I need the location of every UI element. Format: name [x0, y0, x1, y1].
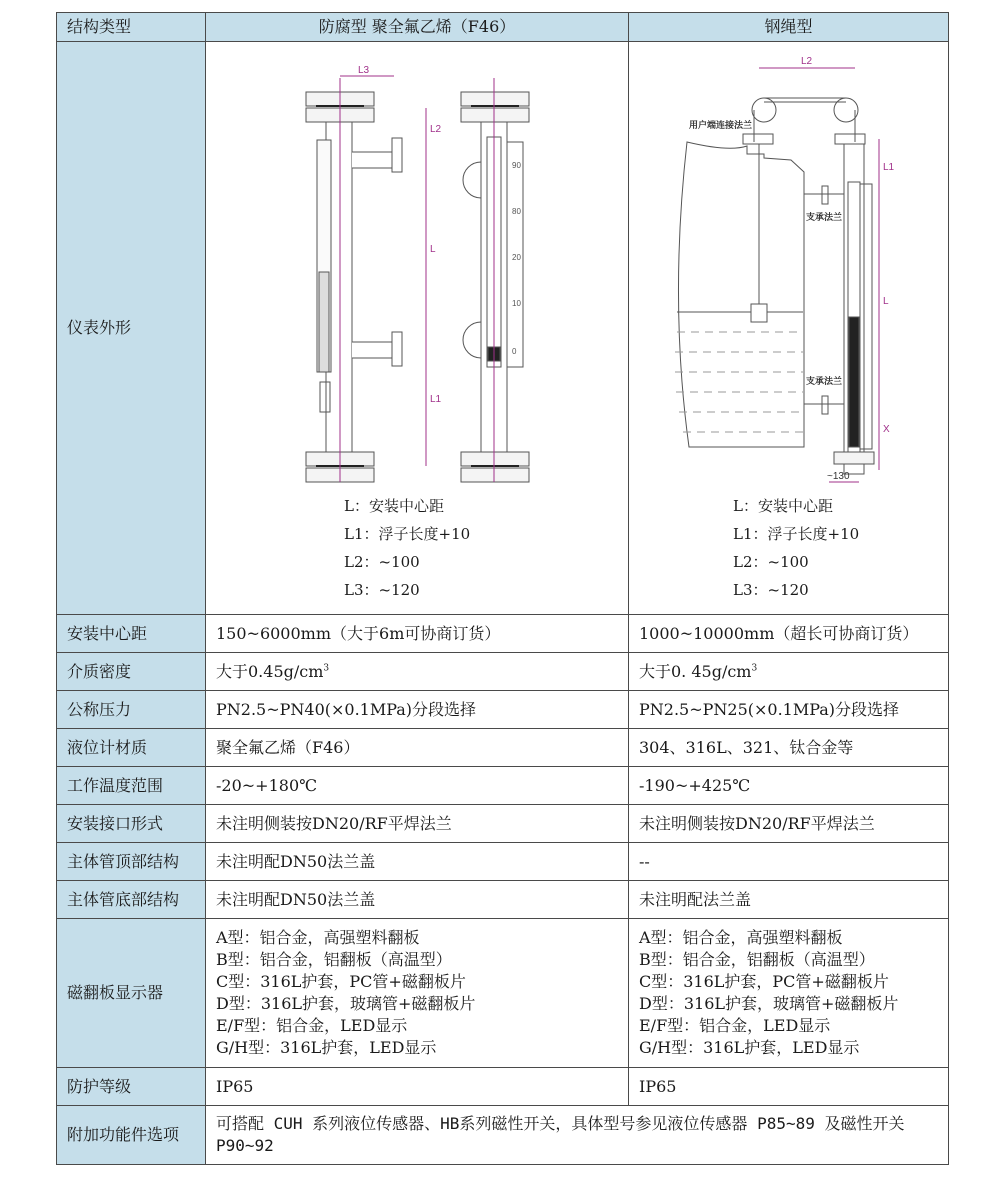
protection-col2: IP65 [629, 1068, 949, 1106]
display-row [57, 919, 949, 1068]
row-label: 主体管顶部结构 [57, 843, 206, 881]
row-col2: -190~+425℃ [629, 767, 949, 805]
support-flange-bottom-label: 支承法兰 [806, 376, 843, 386]
f46-gauge-drawing-icon [206, 42, 629, 492]
row-label: 安装接口形式 [57, 805, 206, 843]
dim-l3: L3 [358, 65, 370, 76]
appearance-label: 仪表外形 [57, 42, 206, 615]
spec-row [57, 615, 949, 653]
steel-rope-gauge-drawing-icon [629, 42, 949, 492]
svg-text:90: 90 [512, 161, 521, 170]
protection-col1: IP65 [206, 1068, 629, 1106]
accessories-row [57, 1106, 949, 1165]
spec-row [57, 843, 949, 881]
dim-l1: L1 [430, 394, 442, 405]
row-col2: PN2.5~PN25(×0.1MPa)分段选择 [629, 691, 949, 729]
support-flange-top-label: 支承法兰 [806, 212, 843, 222]
spec-row [57, 767, 949, 805]
dim-l2: L2 [801, 56, 813, 67]
protection-row [57, 1068, 949, 1106]
svg-text:0: 0 [512, 347, 517, 356]
svg-text:20: 20 [512, 253, 521, 262]
row-col2: 未注明配法兰盖 [629, 881, 949, 919]
dim-l: L [883, 296, 889, 307]
row-col1: -20~+180℃ [206, 767, 629, 805]
display-label: 磁翻板显示器 [57, 919, 206, 1068]
svg-text:10: 10 [512, 299, 521, 308]
dim-l2: L2 [430, 124, 442, 135]
row-col1: 大于$0.45g/cm^3$ [206, 653, 629, 691]
appearance-row [57, 42, 949, 615]
spec-row [57, 729, 949, 767]
header-col1: 防腐型 聚全氟乙烯（F46） [206, 13, 629, 42]
row-col1: PN2.5~PN40(×0.1MPa)分段选择 [206, 691, 629, 729]
dim-x: X [883, 424, 890, 435]
protection-label: 防护等级 [57, 1068, 206, 1106]
row-col1: 150~6000mm（大于6m可协商订货） [206, 615, 629, 653]
row-col1: 未注明侧装按DN20/RF平焊法兰 [206, 805, 629, 843]
appearance-col1 [206, 42, 629, 615]
row-col2: 大于0. $45g/cm^3$ [629, 653, 949, 691]
row-col2: 1000~10000mm（超长可协商订货） [629, 615, 949, 653]
dim-l: L [430, 244, 436, 255]
row-label: 主体管底部结构 [57, 881, 206, 919]
row-col1: 未注明配DN50法兰盖 [206, 843, 629, 881]
svg-text:80: 80 [512, 207, 521, 216]
accessories-text: 可搭配 CUH 系列液位传感器、HB系列磁性开关，具体型号参见液位传感器 P85~89 及磁性开关P90~92 [206, 1106, 949, 1165]
header-row [57, 13, 949, 42]
dim-130: ~130 [827, 471, 850, 482]
row-label: 工作温度范围 [57, 767, 206, 805]
dim-l1: L1 [883, 162, 895, 173]
accessories-label: 附加功能件选项 [57, 1106, 206, 1165]
row-col2: 304、316L、321、钛合金等 [629, 729, 949, 767]
row-label: 公称压力 [57, 691, 206, 729]
header-col2: 钢绳型 [629, 13, 949, 42]
col1-legend: L：安装中心距 L1：浮子长度+10 L2：~100 L3：~120 [344, 497, 471, 599]
spec-row [57, 805, 949, 843]
spec-row [57, 691, 949, 729]
appearance-col2 [629, 42, 949, 615]
row-col1: 未注明配DN50法兰盖 [206, 881, 629, 919]
row-label: 安装中心距 [57, 615, 206, 653]
display-col2: A型：铝合金，高强塑料翻板 B型：铝合金，铝翻板（高温型） C型：316L护套，PC管+磁翻板片 D型：316L护套，玻璃管+磁翻板片 E/F型：铝合金，LED显示 G/H型：316L护套，LED显示 [629, 919, 949, 1068]
row-label: 介质密度 [57, 653, 206, 691]
user-flange-label: 用户端连接法兰 [689, 120, 753, 130]
row-col2: -- [629, 843, 949, 881]
spec-table [56, 12, 949, 1165]
col2-legend: L：安装中心距 L1：浮子长度+10 L2：~100 L3：~120 [733, 497, 860, 599]
row-label: 液位计材质 [57, 729, 206, 767]
row-col2: 未注明侧装按DN20/RF平焊法兰 [629, 805, 949, 843]
row-col1: 聚全氟乙烯（F46） [206, 729, 629, 767]
display-col1: A型：铝合金，高强塑料翻板 B型：铝合金，铝翻板（高温型） C型：316L护套，PC管+磁翻板片 D型：316L护套，玻璃管+磁翻板片 E/F型：铝合金，LED显示 G/H型：316L护套，LED显示 [206, 919, 629, 1068]
header-label: 结构类型 [57, 13, 206, 42]
spec-row [57, 881, 949, 919]
spec-row [57, 653, 949, 691]
